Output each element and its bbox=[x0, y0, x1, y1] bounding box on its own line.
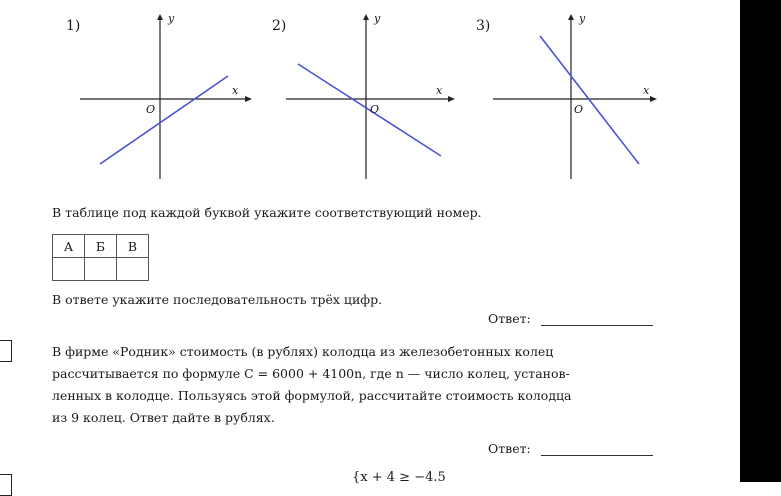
instruction-sequence: В ответе укажите последовательность трёх цифр. bbox=[52, 292, 383, 307]
clipped-formula: {x + 4 ≥ −4.5 bbox=[352, 470, 446, 485]
answer-label-1: Ответ: bbox=[488, 311, 531, 326]
graph-3-x-label: x bbox=[643, 84, 650, 97]
answer-label-2: Ответ: bbox=[488, 441, 531, 456]
graph-1-y-arrow bbox=[157, 14, 163, 20]
right-black-bar bbox=[740, 0, 781, 482]
problem-text bbox=[52, 341, 657, 429]
answer-blank-2[interactable] bbox=[541, 455, 653, 456]
graph-1-x-arrow bbox=[245, 96, 252, 102]
problem-line-4: из 9 колец. Ответ дайте в рублях. bbox=[52, 410, 275, 425]
graph-1-origin-label: O bbox=[146, 103, 156, 116]
answer-blank-1[interactable] bbox=[541, 325, 653, 326]
answer-field-1[interactable] bbox=[488, 311, 653, 326]
answer-table-header-row bbox=[53, 235, 149, 258]
graph-3-label: 3) bbox=[476, 18, 491, 34]
problem-line-2: рассчитывается по формуле C = 6000 + 4100n, где n — число колец, установ- bbox=[52, 366, 570, 381]
table-cell-v[interactable] bbox=[117, 258, 149, 281]
table-cell-a[interactable] bbox=[53, 258, 85, 281]
graph-3-y-arrow bbox=[568, 14, 574, 20]
graph-3-x-arrow bbox=[650, 96, 657, 102]
table-header-b: Б bbox=[85, 235, 117, 258]
graph-1-y-label: y bbox=[168, 12, 175, 25]
graph-2-x-label: x bbox=[436, 84, 443, 97]
graph-2-label: 2) bbox=[272, 18, 287, 34]
graph-2-x-arrow bbox=[448, 96, 455, 102]
graph-1-line bbox=[100, 76, 228, 164]
instruction-table: В таблице под каждой буквой укажите соответствующий номер. bbox=[52, 205, 482, 220]
graph-3-line bbox=[540, 36, 639, 164]
task-number-box bbox=[0, 340, 12, 362]
graph-1-label: 1) bbox=[66, 18, 81, 34]
problem-line-1: В фирме «Родник» стоимость (в рублях) колодца из железобетонных колец bbox=[52, 344, 554, 359]
table-header-a: А bbox=[53, 235, 85, 258]
graph-3 bbox=[493, 14, 663, 184]
next-task-number-box bbox=[0, 474, 12, 496]
answer-table-input-row bbox=[53, 258, 149, 281]
graph-1 bbox=[80, 14, 250, 184]
graph-1-x-label: x bbox=[232, 84, 239, 97]
problem-line-3: ленных в колодце. Пользуясь этой формулой, рассчитайте стоимость колодца bbox=[52, 388, 572, 403]
graph-3-origin-label: O bbox=[574, 103, 584, 116]
graph-2-origin-label: O bbox=[370, 103, 380, 116]
answer-field-2[interactable] bbox=[488, 441, 653, 456]
graph-2-y-label: y bbox=[374, 12, 381, 25]
table-header-v: В bbox=[117, 235, 149, 258]
graph-2 bbox=[286, 14, 456, 184]
graph-2-y-arrow bbox=[363, 14, 369, 20]
answer-table bbox=[52, 234, 149, 281]
table-cell-b[interactable] bbox=[85, 258, 117, 281]
graph-3-y-label: y bbox=[579, 12, 586, 25]
